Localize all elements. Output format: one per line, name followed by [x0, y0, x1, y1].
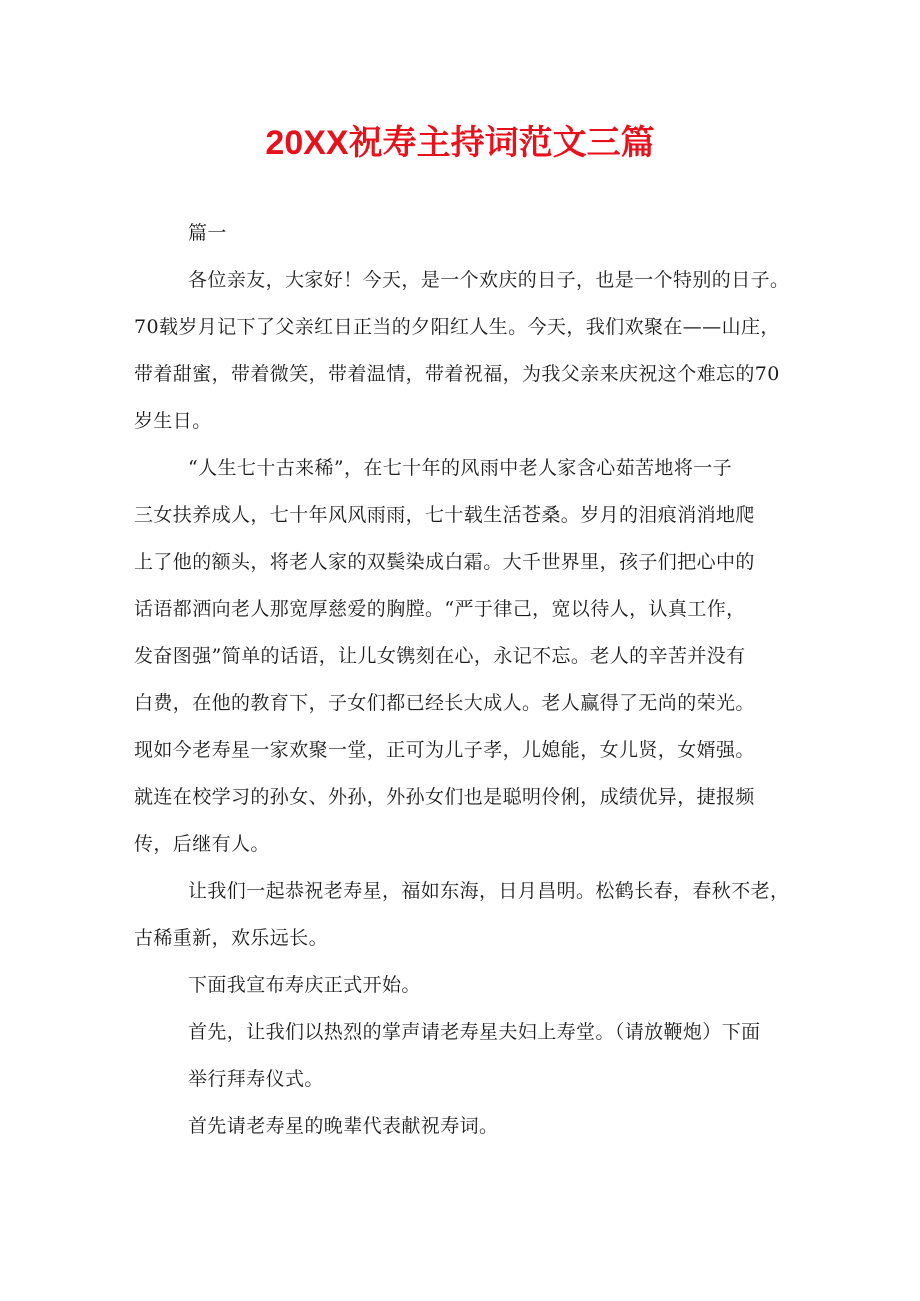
paragraph-3-line-1: 让我们一起恭祝老寿星，福如东海，日月昌明。松鹤长春，春秋不老， — [188, 880, 790, 902]
paragraph-2 — [134, 445, 794, 868]
paragraph-6 — [134, 1103, 794, 1150]
paragraph-4-line-1: 下面我宣布寿庆正式开始。 — [188, 974, 421, 996]
document-title: 20XX祝寿主持词范文三篇 — [265, 124, 655, 162]
paragraph-1-line-2: 70载岁月记下了父亲红日正当的夕阳红人生。今天，我们欢聚在——山庄， — [134, 316, 780, 338]
paragraph-1-line-4: 岁生日。 — [134, 410, 212, 432]
section-heading: 篇一 — [188, 222, 227, 244]
paragraph-2-line-4: 话语都洒向老人那宽厚慈爱的胸膛。“严于律己，宽以待人，认真工作， — [134, 598, 746, 620]
paragraph-5-line-2: 举行拜寿仪式。 — [188, 1068, 324, 1090]
paragraph-1-line-3: 带着甜蜜，带着微笑，带着温情，带着祝福，为我父亲来庆祝这个难忘的70 — [134, 363, 780, 385]
paragraph-3 — [134, 868, 794, 962]
paragraph-2-line-5: 发奋图强”简单的话语，让儿女镌刻在心，永记不忘。老人的辛苦并没有 — [134, 645, 746, 667]
paragraph-2-line-1: “人生七十古来稀”，在七十年的风雨中老人家含心茹苦地将一子 — [188, 457, 733, 479]
paragraph-2-line-7: 现如今老寿星一家欢聚一堂，正可为儿子孝，儿媳能，女儿贤，女婿强。 — [134, 739, 755, 761]
paragraph-2-line-6: 白费，在他的教育下，子女们都已经长大成人。老人赢得了无尚的荣光。 — [134, 692, 755, 714]
paragraph-2-line-8: 就连在校学习的孙女、外孙，外孙女们也是聪明伶俐，成绩优异，捷报频 — [134, 786, 755, 808]
paragraph-3-line-2: 古稀重新，欢乐远长。 — [134, 927, 329, 949]
paragraph-5 — [134, 1009, 794, 1103]
paragraph-2-line-9: 传，后继有人。 — [134, 833, 270, 855]
paragraph-2-line-2: 三女扶养成人，七十年风风雨雨，七十载生活苍桑。岁月的泪痕消消地爬 — [134, 504, 755, 526]
paragraph-1 — [134, 257, 794, 445]
paragraph-6-line-1: 首先请老寿星的晚辈代表献祝寿词。 — [188, 1115, 499, 1137]
paragraph-4 — [134, 962, 794, 1009]
document-body — [134, 210, 794, 1150]
paragraph-5-line-1: 首先，让我们以热烈的掌声请老寿星夫妇上寿堂。（请放鞭炮）下面 — [188, 1021, 761, 1043]
paragraph-1-line-1: 各位亲友，大家好！今天，是一个欢庆的日子，也是一个特别的日子。 — [188, 269, 790, 291]
paragraph-2-line-3: 上了他的额头，将老人家的双鬓染成白霜。大千世界里，孩子们把心中的 — [134, 551, 755, 573]
